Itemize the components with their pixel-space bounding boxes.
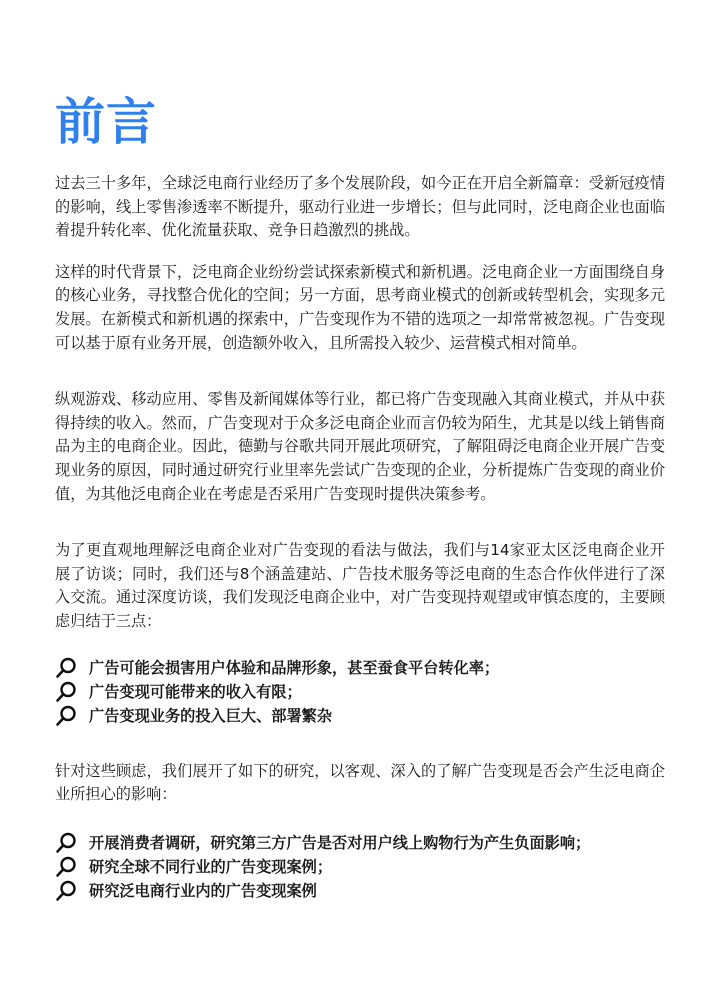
paragraph-5: 针对这些顾虑，我们展开了如下的研究，以客观、深入的了解广告变现是否会产生泛电商企业所担心的影响：	[55, 761, 665, 804]
concern-text: 广告可能会损害用户体验和品牌形象，甚至蚕食平台转化率；	[89, 659, 500, 677]
concern-item	[55, 704, 665, 728]
paragraph-4: 为了更直观地理解泛电商企业对广告变现的看法与做法，我们与14家亚太区泛电商企业开展了访谈；同时，我们还与8个涵盖建站、广告技术服务等泛电商的生态合作伙伴进行了深入交流。通过深度访谈，我们发现泛电商企业中，对广告变现持观望或审慎态度的，主要顾虑归结于三点：	[55, 541, 665, 630]
concern-text: 广告变现业务的投入巨大、部署繁杂	[89, 707, 332, 725]
research-text: 研究泛电商行业内的广告变现案例	[89, 882, 317, 901]
research-item	[55, 879, 665, 903]
magnifier-icon	[55, 832, 79, 854]
magnifier-icon	[55, 657, 79, 679]
research-item	[55, 831, 665, 855]
concerns-list	[55, 656, 665, 728]
research-list	[55, 831, 665, 903]
paragraph-1: 过去三十多年，全球泛电商行业经历了多个发展阶段，如今正在开启全新篇章：受新冠疫情的影响，线上零售渗透率不断提升，驱动行业进一步增长；但与此同时，泛电商企业也面临着提升转化率、优化流量获取、竞争日趋激烈的挑战。	[55, 174, 665, 240]
magnifier-icon	[55, 681, 79, 703]
concern-text: 广告变现可能带来的收入有限；	[89, 683, 302, 701]
page-title: 前言	[55, 93, 157, 151]
magnifier-icon	[55, 880, 79, 902]
magnifier-icon	[55, 856, 79, 878]
research-text: 开展消费者调研，研究第三方广告是否对用户线上购物行为产生负面影响；	[89, 834, 591, 853]
research-text: 研究全球不同行业的广告变现案例；	[89, 858, 332, 877]
paragraph-2: 这样的时代背景下，泛电商企业纷纷尝试探索新模式和新机遇。泛电商企业一方面围绕自身的核心业务，寻找整合优化的空间；另一方面，思考商业模式的创新或转型机会，实现多元发展。在新模式和新机遇的探索中，广告变现作为不错的选项之一却常常被忽视。广告变现可以基于原有业务开展，创造额外收入，且所需投入较少、运营模式相对简单。	[55, 262, 665, 352]
document-page	[55, 92, 665, 903]
concern-item	[55, 680, 665, 704]
paragraph-3: 纵观游戏、移动应用、零售及新闻媒体等行业，都已将广告变现融入其商业模式，并从中获得持续的收入。然而，广告变现对于众多泛电商企业而言仍较为陌生，尤其是以线上销售商品为主的电商企业。因此，德勤与谷歌共同开展此项研究，了解阻碍泛电商企业开展广告变现业务的原因，同时通过研究行业里率先尝试广告变现的企业，分析提炼广告变现的商业价值，为其他泛电商企业在考虑是否采用广告变现时提供决策参考。	[55, 390, 665, 503]
research-item	[55, 855, 665, 879]
concern-item	[55, 656, 665, 680]
magnifier-icon	[55, 705, 79, 727]
